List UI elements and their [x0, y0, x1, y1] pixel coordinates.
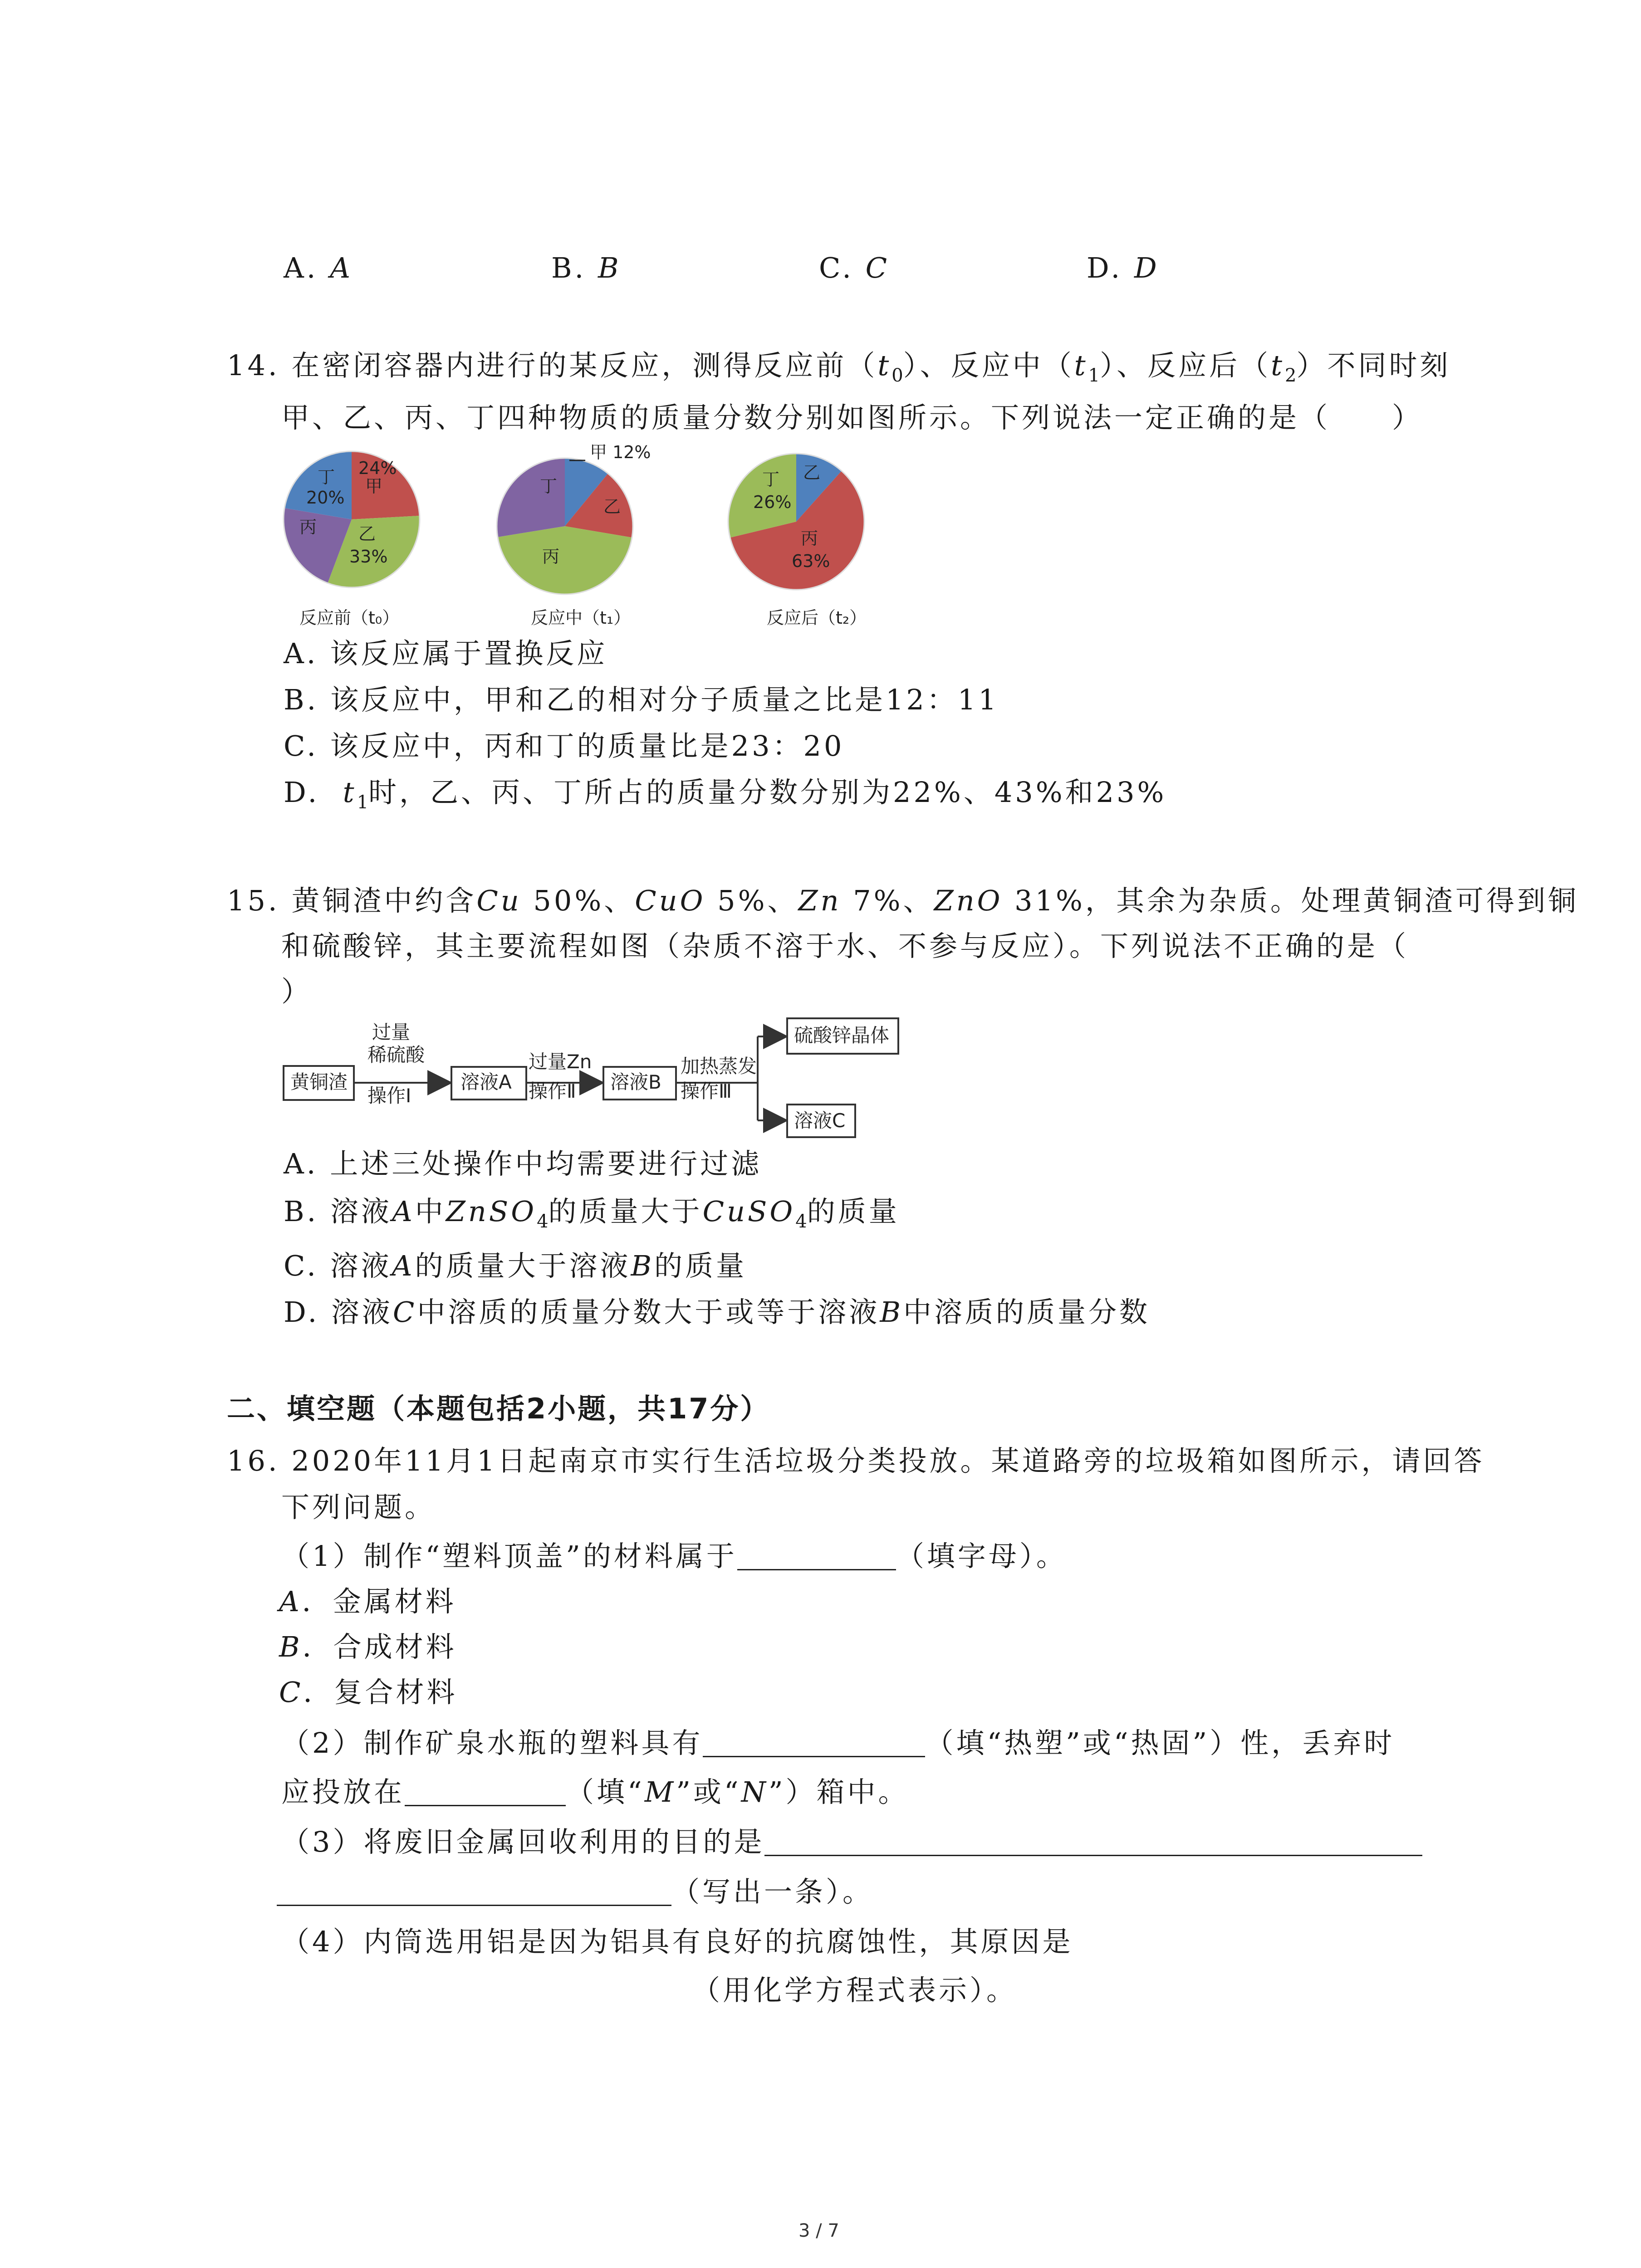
pie3-label-bing: 丙	[801, 528, 818, 548]
q15-line2: 和硫酸锌，其主要流程如图（杂质不溶于水、不参与反应）。下列说法不正确的是（	[281, 929, 1409, 963]
pie-before	[284, 451, 420, 628]
q14-pie-charts	[272, 435, 907, 635]
q16-opt-b: B．合成材料	[279, 1630, 457, 1663]
q15-option-d: D. 溶液C中溶质的质量分数大于或等于溶液B中溶质的质量分数	[284, 1295, 1150, 1329]
q15-flow-diagram	[281, 1012, 916, 1148]
pie2-label-ding: 丁	[540, 476, 558, 496]
flow-crystal-label: 硫酸锌晶体	[794, 1024, 890, 1046]
option-d: D. D	[1087, 251, 1160, 284]
pie1-label-yi: 乙	[358, 524, 376, 544]
flow-step2-bot: 操作Ⅱ	[529, 1080, 576, 1102]
q15-option-a: A. 上述三处操作中均需要进行过滤	[284, 1147, 762, 1180]
q16-line1: 16. 2020年11月1日起南京市实行生活垃圾分类投放。某道路旁的垃圾箱如图所示，请回答	[227, 1444, 1485, 1477]
q15-option-c: C. 溶液A的质量大于溶液B的质量	[284, 1249, 747, 1282]
q15-option-b: B. 溶液A中ZnSO$_4$的质量大于CuSO$_4$的质量	[284, 1195, 900, 1232]
flow-start-label: 黄铜渣	[290, 1071, 348, 1093]
pie2-label-jia-callout: 甲 12%	[590, 442, 651, 462]
page-number: 3 / 7	[798, 2220, 839, 2241]
option-b: B. B	[551, 251, 622, 284]
q16-line2: 下列问题。	[281, 1491, 436, 1524]
option-a: A. A	[284, 251, 353, 284]
pie1-label-jia: 甲	[365, 476, 383, 496]
pie3-label-yi: 乙	[803, 463, 821, 483]
pie-during	[497, 442, 651, 628]
flow-step1-bot: 操作Ⅰ	[367, 1085, 411, 1107]
flow-step2-top: 过量Zn	[529, 1051, 592, 1073]
pie1-label-ding-pct: 20%	[306, 488, 345, 508]
flow-step3-top: 加热蒸发	[681, 1055, 757, 1077]
q14-line2: 甲、乙、丙、丁四种物质的质量分数分别如图所示。下列说法一定正确的是（ ）	[281, 401, 1423, 434]
pie3-caption: 反应后（t₂）	[767, 608, 867, 628]
q16-part2: （2）制作矿泉水瓶的塑料具有 （填“热塑”或“热固”）性，丢弃时	[281, 1726, 1395, 1760]
q16-part2-cont: 应投放在 （填“M”或“N”）箱中。	[281, 1775, 909, 1809]
pie2-label-yi: 乙	[603, 497, 621, 517]
pie1-caption: 反应前（t₀）	[299, 608, 400, 628]
q14-line1: 14. 在密闭容器内进行的某反应，测得反应前$(t_0)$、反应中$(t_1)$、反应后$(t_2)$不同时刻	[227, 349, 1451, 386]
q15-line1: 15. 黄铜渣中约含Cu 50%、CuO 5%、Zn 7%、ZnO 31%，其余为杂质。处理黄铜渣可得到铜	[227, 884, 1579, 917]
pie1-label-ding: 丁	[318, 467, 335, 487]
pie3-label-ding-pct: 26%	[753, 492, 792, 512]
q16-part4-cont: （用化学方程式表示）。	[692, 1974, 1018, 2007]
blank-4[interactable]	[764, 1832, 1422, 1856]
blank-2[interactable]	[703, 1733, 925, 1757]
q14-option-d: D. $t_1$时，乙、丙、丁所占的质量分数分别为22%、43%和23%	[284, 776, 1167, 813]
pie3-label-ding: 丁	[762, 469, 780, 489]
pie1-label-jia-pct: 24%	[358, 458, 397, 478]
flow-step1-top2: 稀硫酸	[367, 1044, 425, 1066]
q14-option-b: B. 该反应中，甲和乙的相对分子质量之比是12：11	[284, 683, 999, 716]
q16-opt-a: A．金属材料	[279, 1585, 456, 1618]
q16-part1: （1）制作“塑料顶盖”的材料属于 （填字母）。	[281, 1540, 1067, 1573]
option-c: C. C	[819, 251, 890, 284]
q14-option-c: C. 该反应中，丙和丁的质量比是23：20	[284, 729, 845, 763]
flow-solB-label: 溶液B	[610, 1071, 661, 1093]
q16-part3: （3）将废旧金属回收利用的目的是	[281, 1828, 1422, 1856]
q16-opt-c: C．复合材料	[279, 1676, 458, 1709]
section-title: 二、填空题（本题包括2小题，共17分）	[227, 1392, 770, 1425]
pie1-label-yi-pct: 33%	[349, 547, 388, 567]
flow-solA-label: 溶液A	[460, 1071, 512, 1093]
pie2-label-bing: 丙	[542, 547, 560, 567]
pie3-label-bing-pct: 63%	[792, 551, 830, 571]
flow-solC-label: 溶液C	[794, 1110, 846, 1132]
pie1-label-bing: 丙	[299, 517, 317, 537]
pie-after	[728, 454, 867, 628]
q16-part3-cont: （写出一条）。	[277, 1878, 873, 1906]
blank-5[interactable]	[277, 1882, 671, 1906]
flow-step1-top1: 过量	[372, 1021, 411, 1043]
blank-1[interactable]	[737, 1546, 896, 1570]
flow-step3-bot: 操作Ⅲ	[681, 1080, 732, 1102]
q14-option-a: A. 该反应属于置换反应	[284, 637, 608, 670]
blank-3[interactable]	[405, 1782, 566, 1806]
q16-part4: （4）内筒选用铝是因为铝具有良好的抗腐蚀性，其原因是	[281, 1925, 1073, 1958]
pie2-caption: 反应中（t₁）	[531, 608, 631, 628]
q15-line3: ）	[281, 975, 313, 1008]
